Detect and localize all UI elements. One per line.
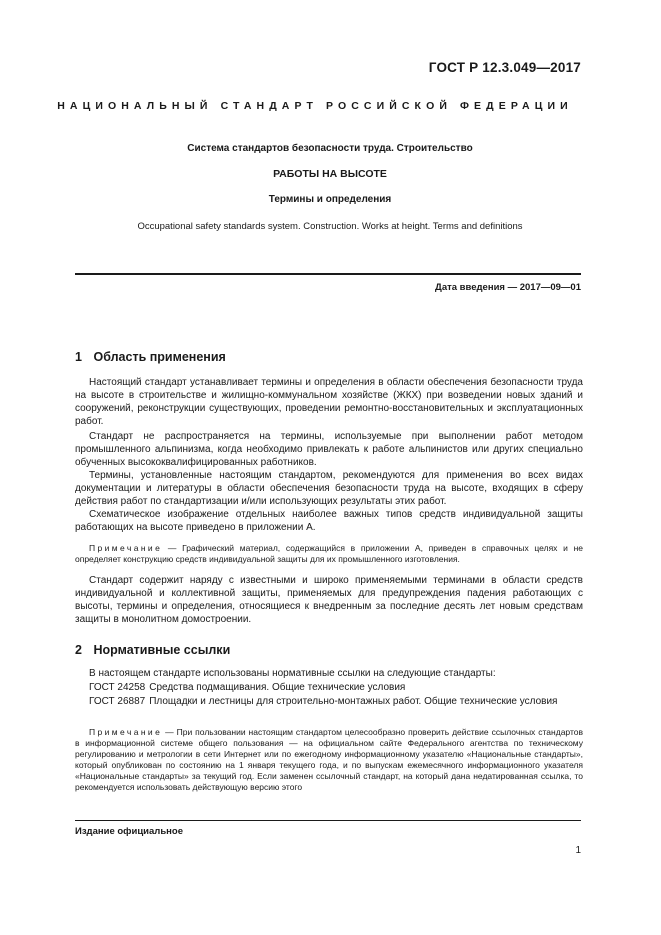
section-1-number: 1: [75, 350, 82, 364]
section-1-paragraph: Стандарт не распространяется на термины, используемые при выполнении работ методом промышленного альпинизма, когда необходимо привлекать к работе альпинистов или других специально обученных высококвалифицированных работников.: [75, 431, 583, 468]
standard-id: ГОСТ Р 12.3.049—2017: [428, 60, 581, 75]
section-2-heading: [75, 643, 230, 657]
section-2-title: Нормативные ссылки: [93, 643, 231, 657]
note-text: — Графический материал, содержащийся в приложении А, приведен в справочных целях и не определяет конструкцию средств индивидуальной защиты для их промышленного изготовления.: [75, 543, 583, 564]
section-2-note: [75, 727, 583, 793]
reference-code: ГОСТ 26887: [89, 696, 146, 707]
english-title: Occupational safety standards system. Construction. Works at height. Terms and definitions: [137, 221, 523, 232]
reference-item: [75, 681, 583, 694]
note-label: Примечание: [89, 543, 163, 553]
section-2-intro: В настоящем стандарте использованы нормативные ссылки на следующие стандарты:: [89, 668, 496, 679]
reference-title: Площадки и лестницы для строительно-монтажных работ. Общие технические условия: [149, 696, 558, 707]
section-1-closing-paragraph: Стандарт содержит наряду с известными и широко применяемыми терминами в области средств индивидуальной и коллективной защиты, применяемых для предупреждения падения работающих с высоты, термины и определения, относящиеся к внедренным за последние десять лет новым средствам защиты в монолитном домостроении.: [75, 575, 583, 625]
document-title: РАБОТЫ НА ВЫСОТЕ: [273, 168, 387, 180]
standard-series: Система стандартов безопасности труда. Строительство: [187, 143, 473, 154]
introduction-date: Дата введения — 2017—09—01: [435, 282, 581, 293]
official-edition-label: Издание официальное: [75, 826, 183, 837]
section-1-note: [75, 543, 583, 565]
note-text: — При пользовании настоящим стандартом целесообразно проверить действие ссылочных стандартов в информационной системе общего пользования — на официальном сайте Федерального агентства по техническому регулированию и метрологии в сети Интернет или по ежегодному информационному указателю «Национальные стандарты», который опубликован по состоянию на 1 января текущего года, и по выпускам ежемесячного информационного указателя «Национальные стандарты» за текущий год. Если заменен ссылочный стандарт, на который дана недатированная ссылка, то рекомендуется использовать действующую версию этого: [75, 727, 583, 792]
title-divider: [75, 273, 581, 275]
section-1-paragraph: Настоящий стандарт устанавливает термины и определения в области обеспечения безопасности труда на высоте в строительстве и жилищно-коммунальном хозяйстве (ЖКХ) при возведении новых зданий и сооружений, реконструкции существующих, проведении ремонтно-восстановительных и эксплуатационных работ.: [75, 377, 583, 427]
national-standard-heading: НАЦИОНАЛЬНЫЙ СТАНДАРТ РОССИЙСКОЙ ФЕДЕРАЦИИ: [57, 100, 573, 112]
section-1-paragraph: Схематическое изображение отдельных наиболее важных типов средств индивидуальной защиты работающих на высоте приведено в приложении А.: [75, 509, 583, 533]
reference-title: Средства подмащивания. Общие технические условия: [149, 682, 406, 693]
footer-divider: [75, 820, 581, 821]
document-subtitle: Термины и определения: [268, 194, 392, 205]
reference-code: ГОСТ 24258: [89, 682, 146, 693]
page-number: 1: [575, 845, 581, 856]
reference-item: [75, 695, 583, 708]
section-1-paragraph: Термины, установленные настоящим стандартом, рекомендуются для применения во всех видах документации и литературы в области обеспечения безопасности труда на высоте, входящих в сферу действия работ по стандартизации и/или использующих результаты этих работ.: [75, 470, 583, 507]
section-1-title: Область применения: [93, 350, 226, 364]
note-label: Примечание: [89, 727, 163, 737]
section-1-heading: [75, 350, 226, 364]
section-2-number: 2: [75, 643, 82, 657]
